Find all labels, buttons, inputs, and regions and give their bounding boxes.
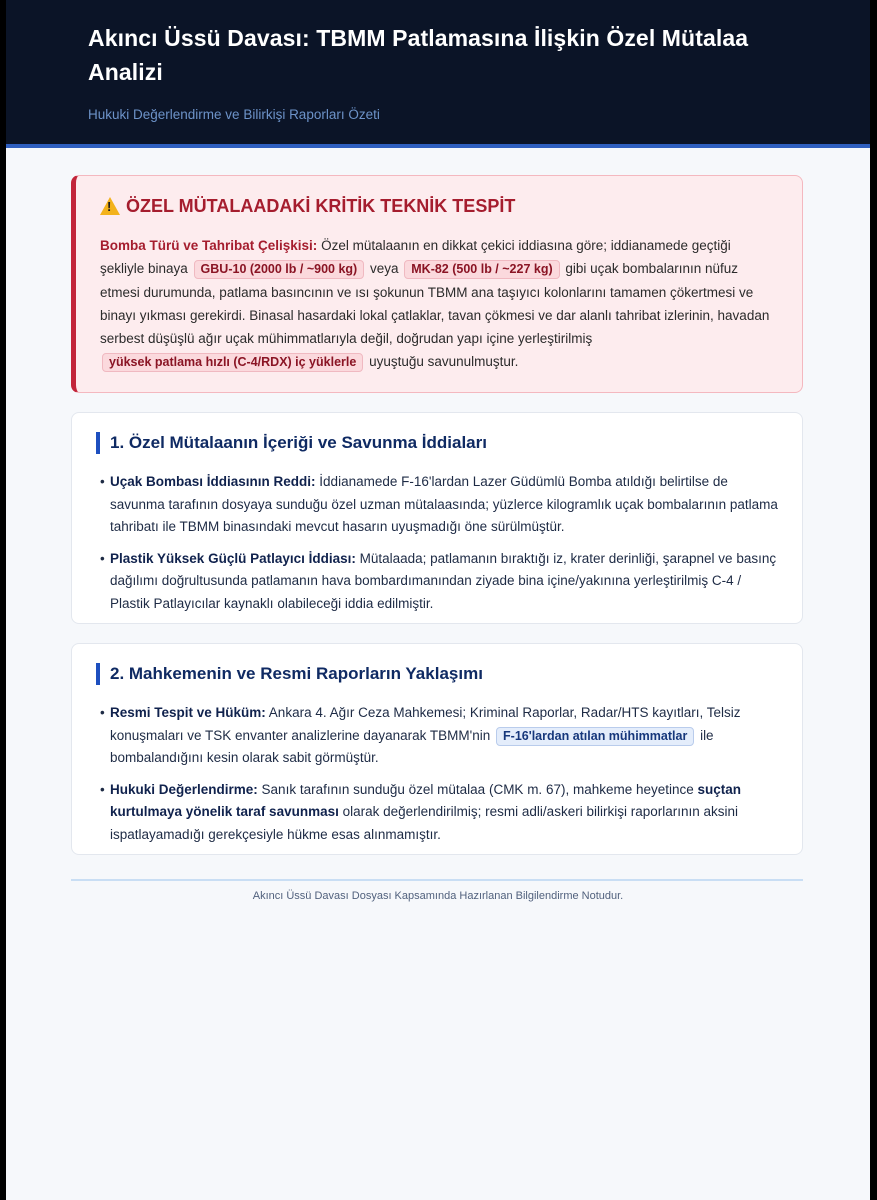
- section-2-title: 2. Mahkemenin ve Resmi Raporların Yaklaşımı: [96, 663, 778, 685]
- alert-lead: Bomba Türü ve Tahribat Çelişkisi:: [100, 238, 318, 253]
- page-title: Akıncı Üssü Davası: TBMM Patlamasına İlişkin Özel Mütalaa Analizi: [88, 25, 749, 85]
- item-text: ile bombalandığını kesin olarak sabit görmüştür.: [110, 727, 714, 765]
- alert-text: veya: [366, 261, 403, 277]
- alert-text: uyuştuğu savunulmuştur.: [365, 354, 519, 370]
- highlight-tag-mk82: MK-82 (500 lb / ~227 kg): [404, 260, 559, 279]
- list-item: [96, 702, 778, 770]
- section-1-title: 1. Özel Mütalaanın İçeriği ve Savunma İddiaları: [96, 432, 778, 454]
- footer-note: Akıncı Üssü Davası Dosyası Kapsamında Hazırlanan Bilgilendirme Notudur.: [252, 890, 624, 902]
- footer-divider: [71, 879, 803, 881]
- alert-text: Özel mütalaanın en dikkat çekici iddiasına göre; iddianamede geçtiği şekliyle binaya: [100, 238, 731, 277]
- page-subtitle: Hukuki Değerlendirme ve Bilirkişi Raporları Özeti: [88, 107, 380, 122]
- item-label: Uçak Bombası İddiasının Reddi:: [110, 474, 316, 489]
- alert-heading: [100, 196, 778, 217]
- critical-finding-alert: [71, 175, 803, 393]
- alert-title: ÖZEL MÜTALAADAKİ KRİTİK TEKNİK TESPİT: [126, 196, 516, 216]
- document-page: [6, 0, 870, 1200]
- page-header: [6, 0, 870, 148]
- highlight-tag-c4: yüksek patlama hızlı (C-4/RDX) iç yüklerle: [102, 353, 363, 372]
- section-2-list: [96, 702, 778, 846]
- list-item: [96, 548, 778, 616]
- alert-paragraph: [100, 234, 778, 374]
- item-text: olarak değerlendirilmiş; resmi adli/askeri bilirkişi raporlarının aksini ispatlayamadığı gerekçesiyle hükme esas alınmamıştır.: [110, 804, 738, 842]
- list-item: [96, 471, 778, 539]
- warning-icon: [100, 197, 120, 215]
- item-text: Mütalaada; patlamanın bıraktığı iz, krater derinliği, şarapnel ve basınç dağılımı doğrultusunda patlamanın hava bombardımanından ziyade bina içine/yakınına yerleştirilmiş C-4 / Plastik Patlayıcılar kaynaklı olabileceği iddia edilmiştir.: [110, 550, 777, 611]
- item-label: Resmi Tespit ve Hüküm:: [110, 705, 266, 720]
- item-label: Plastik Yüksek Güçlü Patlayıcı İddiası:: [110, 550, 356, 566]
- item-text: İddianamede F-16'lardan Lazer Güdümlü Bomba atıldığı belirtilse de savunma tarafının dosyaya sunduğu özel uzman mütalaasında; yüzlerce kilogramlık uçak bombalarının patlama tahribatı ile TBMM binasındaki mevcut hasarın uyuşmadığı öne sürülmüştür.: [110, 474, 778, 534]
- item-text: Ankara 4. Ağır Ceza Mahkemesi; Kriminal Raporlar, Radar/HTS kayıtları, Telsiz konuşmaları ve TSK envanter analizlerine dayanarak TBMM'nin: [110, 705, 741, 743]
- item-emphasis: suçtan kurtulmaya yönelik taraf savunması: [110, 781, 742, 819]
- item-text: Sanık tarafının sunduğu özel mütalaa (CMK m. 67), mahkeme heyetince: [257, 781, 698, 797]
- section-card-1: [71, 412, 803, 624]
- section-card-2: [71, 643, 803, 855]
- highlight-tag-gbu10: GBU-10 (2000 lb / ~900 kg): [194, 260, 365, 279]
- alert-text: gibi uçak bombalarının nüfuz etmesi durumunda, patlama basıncının ve ısı şokunun TBMM ana taşıyıcı kolonlarını tamamen çökertmesi ve binayı yıkması gerekirdi. Binasal hasardaki lokal çatlaklar, tavan çökmesi ve dar alanlı tahribat izlerinin, havadan serbest düşüşlü ağır uçak mühimmatlarıyla değil, doğrudan yapı içine yerleştirilmiş: [100, 261, 770, 347]
- section-1-list: [96, 471, 778, 615]
- item-label: Hukuki Değerlendirme:: [110, 781, 258, 797]
- list-item: [96, 779, 778, 847]
- highlight-tag-f16: F-16'lardan atılan mühimmatlar: [496, 727, 694, 746]
